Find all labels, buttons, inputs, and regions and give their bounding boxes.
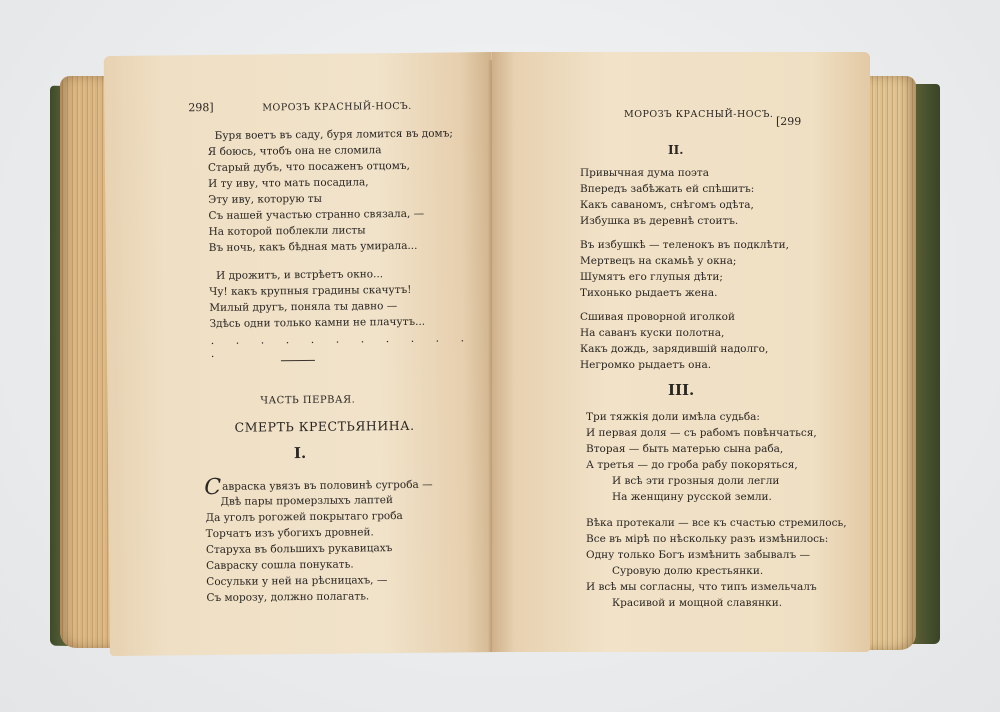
- running-head-right: МОРОЗЪ КРАСНЫЙ-НОСЪ.: [624, 109, 774, 120]
- verse-line: Все въ мірѣ по нѣскольку разъ измѣнилось:: [586, 533, 829, 545]
- section-rule: [281, 360, 315, 361]
- verse-line: Двѣ пары промерзлыхъ лаптей: [220, 494, 394, 508]
- verse-line: Здѣсь одни только камни не плачутъ...: [209, 315, 426, 331]
- verse-line: Съ нашей участью странно связала, —: [208, 207, 425, 223]
- verse-line: Три тяжкія доли имѣла судьба:: [586, 411, 760, 423]
- verse-line: Торчатъ изъ убогихъ дровней.: [205, 526, 374, 541]
- page-number-left: 298]: [188, 100, 214, 115]
- verse-line: Одну только Богъ измѣнить забывалъ —: [586, 549, 810, 561]
- verse-line: Эту иву, которую ты: [208, 192, 322, 207]
- verse-line: Вторая — быть матерью сына раба,: [586, 443, 784, 455]
- verse-line: Сшивая проворной иголкой: [580, 311, 735, 323]
- verse-line: И первая доля — съ рабомъ повѣнчаться,: [586, 427, 817, 439]
- chapter-title: СМЕРТЬ КРЕСТЬЯНИНА.: [234, 417, 415, 435]
- verse-line: Въ ночь, какъ бѣдная мать умирала...: [208, 239, 418, 255]
- right-page: [492, 52, 870, 652]
- verse-line: Суровую долю крестьянки.: [612, 565, 764, 577]
- verse-line: Сосульки у ней на рѣсницахъ, —: [206, 574, 388, 589]
- section-numeral: III.: [668, 381, 695, 399]
- verse-line: Привычная дума поэта: [580, 167, 709, 179]
- part-heading: ЧАСТЬ ПЕРВАЯ.: [260, 394, 356, 407]
- verse-line: И ту иву, что мать посадила,: [208, 176, 369, 191]
- verse-line: Съ морозу, должно полагать.: [206, 590, 370, 605]
- verse-line: Шумятъ его глупыя дѣти;: [580, 271, 723, 283]
- verse-line: Савраску сошла понукать.: [206, 558, 354, 573]
- verse-line: На которой поблекли листы: [208, 224, 366, 239]
- drop-cap: С: [204, 474, 222, 501]
- verse-line: Мертвецъ на скамьѣ у окна;: [580, 255, 737, 267]
- verse-line: И всѣ эти грозныя доли легли: [612, 475, 780, 487]
- verse-line: И всѣ мы согласны, что типъ измельчалъ: [586, 581, 817, 593]
- verse-line: Красивой и мощной славянки.: [612, 597, 783, 609]
- running-head-left: МОРОЗЪ КРАСНЫЙ-НОСЪ.: [262, 100, 412, 114]
- verse-line: Милый другъ, поняла ты давно —: [209, 300, 398, 315]
- verse-line: Вѣка протекали — все къ счастью стремилось,: [586, 517, 847, 529]
- verse-line: Въ избушкѣ — теленокъ въ подклѣти,: [580, 239, 790, 251]
- verse-line: Чу! какъ крупныя градины скачутъ!: [209, 283, 412, 299]
- verse-line: Старый дубъ, что посаженъ отцомъ,: [207, 159, 410, 175]
- verse-line: Какъ дождь, зарядившій надолго,: [580, 343, 769, 355]
- verse-line-rest: авраска увязъ въ половинѣ сугроба —: [222, 478, 433, 493]
- verse-line: Старуха въ большихъ рукавицахъ: [205, 542, 393, 557]
- verse-line: Впередъ забѣжать ей спѣшитъ:: [580, 183, 755, 195]
- verse-line: Я боюсь, чтобъ она не сломила: [207, 144, 382, 159]
- verse-line: Негромко рыдаетъ она.: [580, 359, 712, 371]
- section-numeral: I.: [293, 443, 307, 463]
- page-number-right: [299: [776, 115, 802, 128]
- section-numeral: II.: [668, 143, 684, 157]
- verse-line: На саванъ куски полотна,: [580, 327, 725, 339]
- verse-line: На женщину русской земли.: [612, 491, 772, 503]
- verse-line: А третья — до гроба рабу покоряться,: [586, 459, 798, 471]
- verse-line: Да уголъ рогожей покрытаго гроба: [205, 509, 403, 525]
- verse-line: Тихонько рыдаетъ жена.: [580, 287, 718, 299]
- verse-line: Какъ саваномъ, снѣгомъ одѣта,: [580, 199, 754, 211]
- verse-line: И дрожитъ, и встрѣетъ окно...: [215, 268, 384, 282]
- ellipsis-dots: . . . . . . . . . . . .: [210, 331, 474, 360]
- verse-line: Избушка въ деревнѣ стоитъ.: [580, 215, 739, 227]
- verse-line: Буря воетъ въ саду, буря ломится въ домъ;: [214, 127, 453, 142]
- left-page: [104, 52, 498, 656]
